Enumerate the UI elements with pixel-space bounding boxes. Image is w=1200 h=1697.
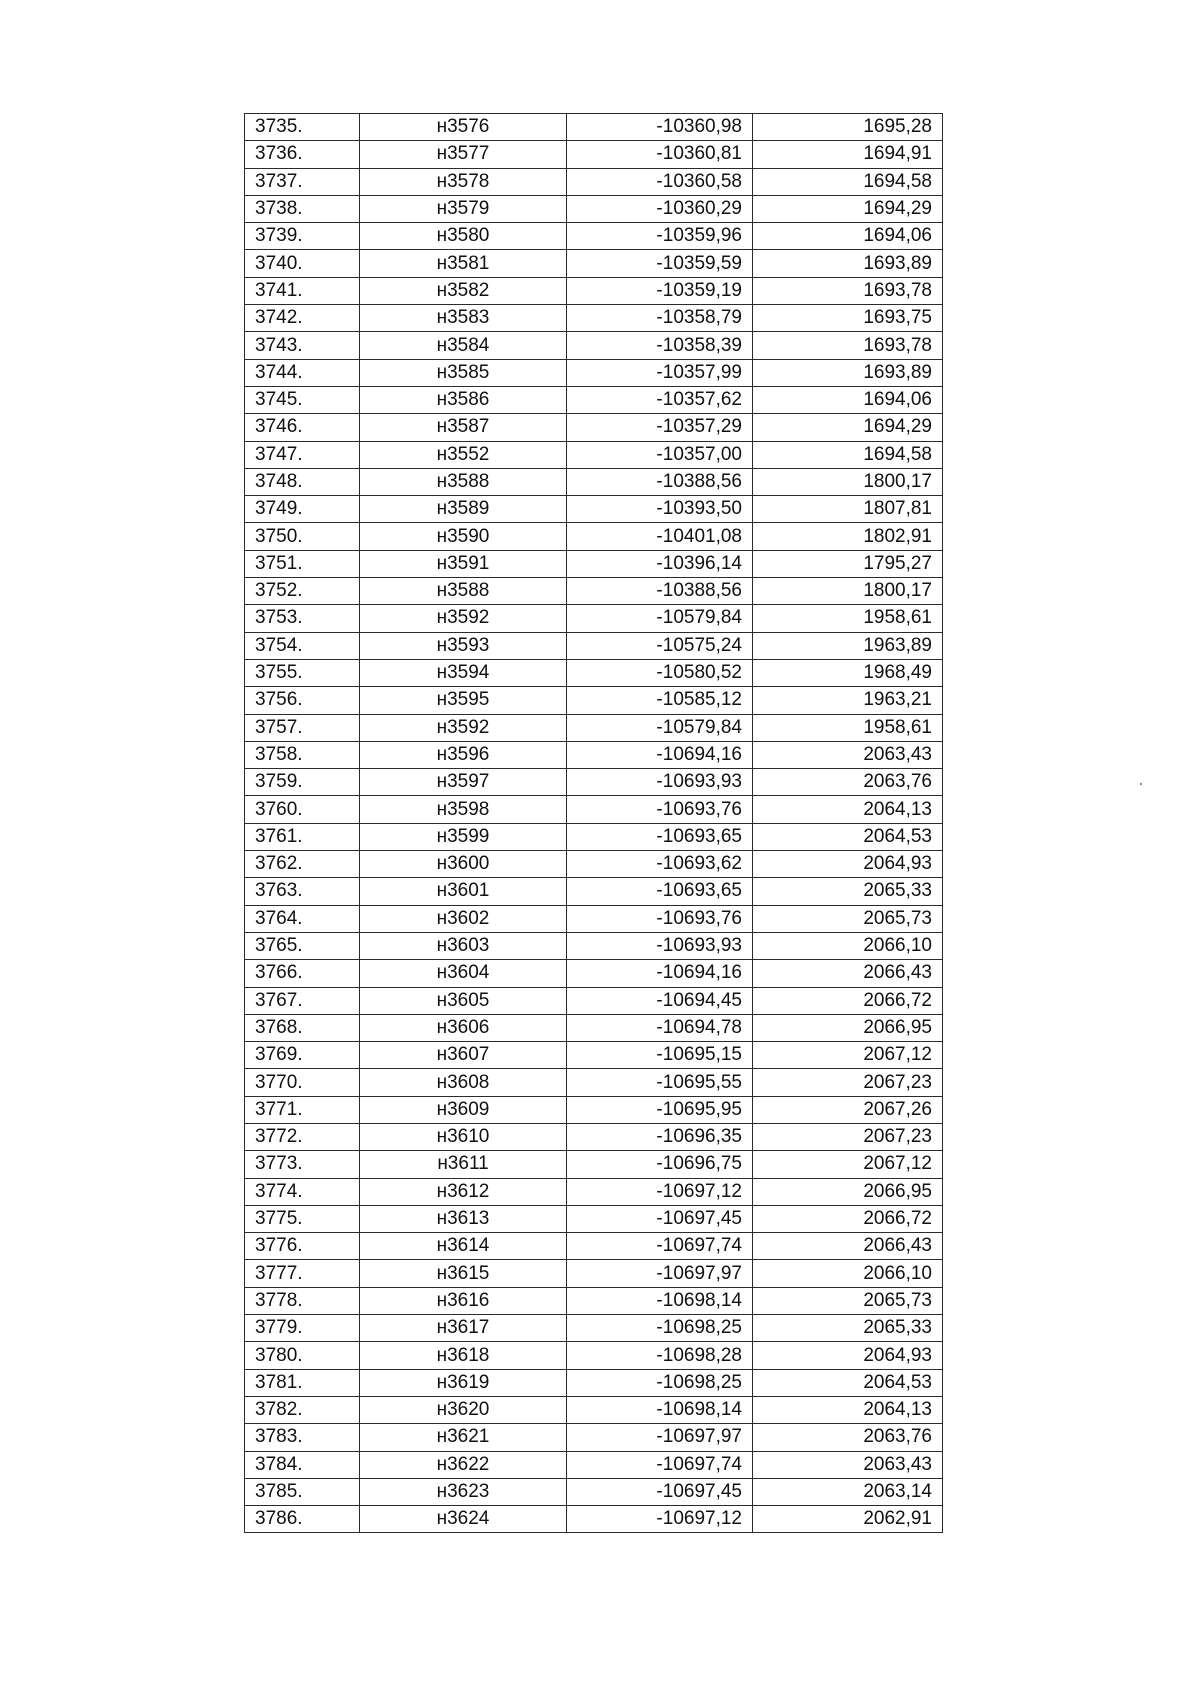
y-coordinate-cell: 1694,29 (753, 195, 943, 222)
row-number-cell: 3765. (245, 932, 360, 959)
table-row (245, 1014, 943, 1041)
point-name-cell: н3596 (360, 741, 567, 768)
x-coordinate-cell: -10401,08 (567, 523, 753, 550)
x-coordinate-cell: -10393,50 (567, 496, 753, 523)
x-coordinate-cell: -10357,29 (567, 414, 753, 441)
table-row (245, 277, 943, 304)
point-name-cell: н3552 (360, 441, 567, 468)
point-name-cell: н3616 (360, 1287, 567, 1314)
table-row (245, 851, 943, 878)
table-row (245, 714, 943, 741)
x-coordinate-cell: -10358,79 (567, 305, 753, 332)
table-row (245, 1396, 943, 1423)
point-name-cell: н3584 (360, 332, 567, 359)
row-number-cell: 3775. (245, 1205, 360, 1232)
point-name-cell: н3623 (360, 1478, 567, 1505)
point-name-cell: н3608 (360, 1069, 567, 1096)
y-coordinate-cell: 1693,78 (753, 332, 943, 359)
table-row (245, 687, 943, 714)
x-coordinate-cell: -10697,45 (567, 1478, 753, 1505)
point-name-cell: н3601 (360, 878, 567, 905)
table-row (245, 1096, 943, 1123)
y-coordinate-cell: 1694,29 (753, 414, 943, 441)
row-number-cell: 3767. (245, 987, 360, 1014)
point-name-cell: н3592 (360, 714, 567, 741)
table-row (245, 1369, 943, 1396)
point-name-cell: н3602 (360, 905, 567, 932)
table-row (245, 1424, 943, 1451)
point-name-cell: н3586 (360, 386, 567, 413)
y-coordinate-cell: 2065,33 (753, 1315, 943, 1342)
x-coordinate-cell: -10358,39 (567, 332, 753, 359)
x-coordinate-cell: -10359,19 (567, 277, 753, 304)
point-name-cell: н3622 (360, 1451, 567, 1478)
y-coordinate-cell: 1958,61 (753, 714, 943, 741)
row-number-cell: 3750. (245, 523, 360, 550)
y-coordinate-cell: 1693,75 (753, 305, 943, 332)
point-name-cell: н3578 (360, 168, 567, 195)
table-row (245, 905, 943, 932)
table-row (245, 741, 943, 768)
point-name-cell: н3581 (360, 250, 567, 277)
table-row (245, 1069, 943, 1096)
point-name-cell: н3595 (360, 687, 567, 714)
point-name-cell: н3617 (360, 1315, 567, 1342)
point-name-cell: н3583 (360, 305, 567, 332)
x-coordinate-cell: -10696,75 (567, 1151, 753, 1178)
table-row (245, 441, 943, 468)
table-row (245, 1315, 943, 1342)
row-number-cell: 3776. (245, 1233, 360, 1260)
table-row (245, 1287, 943, 1314)
row-number-cell: 3770. (245, 1069, 360, 1096)
row-number-cell: 3743. (245, 332, 360, 359)
x-coordinate-cell: -10694,78 (567, 1014, 753, 1041)
x-coordinate-cell: -10694,45 (567, 987, 753, 1014)
table-row (245, 769, 943, 796)
table-row (245, 359, 943, 386)
point-name-cell: н3618 (360, 1342, 567, 1369)
row-number-cell: 3756. (245, 687, 360, 714)
y-coordinate-cell: 1968,49 (753, 659, 943, 686)
y-coordinate-cell: 2066,10 (753, 932, 943, 959)
x-coordinate-cell: -10693,93 (567, 769, 753, 796)
row-number-cell: 3751. (245, 550, 360, 577)
table-row (245, 1506, 943, 1533)
table-row (245, 141, 943, 168)
y-coordinate-cell: 2066,95 (753, 1014, 943, 1041)
y-coordinate-cell: 2067,12 (753, 1042, 943, 1069)
table-row (245, 523, 943, 550)
x-coordinate-cell: -10693,65 (567, 823, 753, 850)
row-number-cell: 3746. (245, 414, 360, 441)
y-coordinate-cell: 1802,91 (753, 523, 943, 550)
x-coordinate-cell: -10693,65 (567, 878, 753, 905)
y-coordinate-cell: 2064,53 (753, 823, 943, 850)
y-coordinate-cell: 1694,58 (753, 441, 943, 468)
table-row (245, 468, 943, 495)
y-coordinate-cell: 2066,95 (753, 1178, 943, 1205)
row-number-cell: 3759. (245, 769, 360, 796)
y-coordinate-cell: 2066,10 (753, 1260, 943, 1287)
y-coordinate-cell: 1694,91 (753, 141, 943, 168)
x-coordinate-cell: -10580,52 (567, 659, 753, 686)
table-row (245, 1151, 943, 1178)
table-row (245, 386, 943, 413)
row-number-cell: 3754. (245, 632, 360, 659)
y-coordinate-cell: 2066,72 (753, 987, 943, 1014)
table-row (245, 305, 943, 332)
row-number-cell: 3742. (245, 305, 360, 332)
table-row (245, 578, 943, 605)
y-coordinate-cell: 1800,17 (753, 468, 943, 495)
table-row (245, 659, 943, 686)
point-name-cell: н3582 (360, 277, 567, 304)
table-row (245, 1233, 943, 1260)
table-row (245, 250, 943, 277)
row-number-cell: 3769. (245, 1042, 360, 1069)
point-name-cell: н3590 (360, 523, 567, 550)
point-name-cell: н3580 (360, 223, 567, 250)
point-name-cell: н3624 (360, 1506, 567, 1533)
table-row (245, 332, 943, 359)
x-coordinate-cell: -10360,98 (567, 114, 753, 141)
table-row (245, 1205, 943, 1232)
y-coordinate-cell: 1694,06 (753, 386, 943, 413)
x-coordinate-cell: -10697,45 (567, 1205, 753, 1232)
row-number-cell: 3739. (245, 223, 360, 250)
x-coordinate-cell: -10359,59 (567, 250, 753, 277)
x-coordinate-cell: -10396,14 (567, 550, 753, 577)
x-coordinate-cell: -10698,25 (567, 1315, 753, 1342)
y-coordinate-cell: 1963,89 (753, 632, 943, 659)
y-coordinate-cell: 2067,23 (753, 1123, 943, 1150)
point-name-cell: н3609 (360, 1096, 567, 1123)
y-coordinate-cell: 2064,93 (753, 851, 943, 878)
point-name-cell: н3606 (360, 1014, 567, 1041)
table-row (245, 496, 943, 523)
y-coordinate-cell: 2063,76 (753, 769, 943, 796)
row-number-cell: 3755. (245, 659, 360, 686)
row-number-cell: 3745. (245, 386, 360, 413)
row-number-cell: 3735. (245, 114, 360, 141)
row-number-cell: 3764. (245, 905, 360, 932)
row-number-cell: 3753. (245, 605, 360, 632)
y-coordinate-cell: 1807,81 (753, 496, 943, 523)
y-coordinate-cell: 2062,91 (753, 1506, 943, 1533)
y-coordinate-cell: 2063,43 (753, 741, 943, 768)
x-coordinate-cell: -10697,12 (567, 1178, 753, 1205)
x-coordinate-cell: -10697,74 (567, 1233, 753, 1260)
y-coordinate-cell: 1695,28 (753, 114, 943, 141)
table-row (245, 1260, 943, 1287)
row-number-cell: 3782. (245, 1396, 360, 1423)
point-name-cell: н3599 (360, 823, 567, 850)
x-coordinate-cell: -10693,76 (567, 796, 753, 823)
x-coordinate-cell: -10359,96 (567, 223, 753, 250)
point-name-cell: н3619 (360, 1369, 567, 1396)
row-number-cell: 3748. (245, 468, 360, 495)
point-name-cell: н3600 (360, 851, 567, 878)
x-coordinate-cell: -10698,28 (567, 1342, 753, 1369)
table-row (245, 932, 943, 959)
x-coordinate-cell: -10579,84 (567, 714, 753, 741)
x-coordinate-cell: -10579,84 (567, 605, 753, 632)
row-number-cell: 3778. (245, 1287, 360, 1314)
table-row (245, 823, 943, 850)
x-coordinate-cell: -10360,81 (567, 141, 753, 168)
point-name-cell: н3615 (360, 1260, 567, 1287)
row-number-cell: 3763. (245, 878, 360, 905)
x-coordinate-cell: -10357,99 (567, 359, 753, 386)
x-coordinate-cell: -10388,56 (567, 578, 753, 605)
row-number-cell: 3772. (245, 1123, 360, 1150)
point-name-cell: н3604 (360, 960, 567, 987)
point-name-cell: н3594 (360, 659, 567, 686)
row-number-cell: 3781. (245, 1369, 360, 1396)
x-coordinate-cell: -10694,16 (567, 741, 753, 768)
point-name-cell: н3585 (360, 359, 567, 386)
point-name-cell: н3591 (360, 550, 567, 577)
point-name-cell: н3579 (360, 195, 567, 222)
row-number-cell: 3784. (245, 1451, 360, 1478)
y-coordinate-cell: 1963,21 (753, 687, 943, 714)
y-coordinate-cell: 2067,26 (753, 1096, 943, 1123)
point-name-cell: н3611 (360, 1151, 567, 1178)
point-name-cell: н3598 (360, 796, 567, 823)
row-number-cell: 3766. (245, 960, 360, 987)
row-number-cell: 3757. (245, 714, 360, 741)
point-name-cell: н3614 (360, 1233, 567, 1260)
row-number-cell: 3779. (245, 1315, 360, 1342)
y-coordinate-cell: 2067,23 (753, 1069, 943, 1096)
x-coordinate-cell: -10694,16 (567, 960, 753, 987)
row-number-cell: 3747. (245, 441, 360, 468)
x-coordinate-cell: -10357,00 (567, 441, 753, 468)
point-name-cell: н3620 (360, 1396, 567, 1423)
point-name-cell: н3613 (360, 1205, 567, 1232)
coordinates-table (244, 113, 943, 1533)
table-row (245, 1478, 943, 1505)
point-name-cell: н3588 (360, 468, 567, 495)
y-coordinate-cell: 1958,61 (753, 605, 943, 632)
point-name-cell: н3577 (360, 141, 567, 168)
table-row (245, 605, 943, 632)
table-row (245, 987, 943, 1014)
table-row (245, 223, 943, 250)
point-name-cell: н3605 (360, 987, 567, 1014)
coordinates-table-body (245, 114, 943, 1533)
x-coordinate-cell: -10697,97 (567, 1424, 753, 1451)
y-coordinate-cell: 1795,27 (753, 550, 943, 577)
row-number-cell: 3773. (245, 1151, 360, 1178)
y-coordinate-cell: 2064,13 (753, 796, 943, 823)
y-coordinate-cell: 2066,43 (753, 1233, 943, 1260)
x-coordinate-cell: -10693,93 (567, 932, 753, 959)
row-number-cell: 3768. (245, 1014, 360, 1041)
row-number-cell: 3786. (245, 1506, 360, 1533)
x-coordinate-cell: -10697,74 (567, 1451, 753, 1478)
y-coordinate-cell: 1800,17 (753, 578, 943, 605)
x-coordinate-cell: -10585,12 (567, 687, 753, 714)
row-number-cell: 3737. (245, 168, 360, 195)
x-coordinate-cell: -10696,35 (567, 1123, 753, 1150)
y-coordinate-cell: 2066,72 (753, 1205, 943, 1232)
point-name-cell: н3589 (360, 496, 567, 523)
row-number-cell: 3762. (245, 851, 360, 878)
row-number-cell: 3771. (245, 1096, 360, 1123)
x-coordinate-cell: -10697,97 (567, 1260, 753, 1287)
table-row (245, 878, 943, 905)
scan-speck (1140, 783, 1142, 785)
x-coordinate-cell: -10575,24 (567, 632, 753, 659)
y-coordinate-cell: 1693,89 (753, 359, 943, 386)
y-coordinate-cell: 2064,13 (753, 1396, 943, 1423)
row-number-cell: 3761. (245, 823, 360, 850)
y-coordinate-cell: 1693,89 (753, 250, 943, 277)
y-coordinate-cell: 2065,73 (753, 905, 943, 932)
x-coordinate-cell: -10360,58 (567, 168, 753, 195)
row-number-cell: 3780. (245, 1342, 360, 1369)
y-coordinate-cell: 2064,93 (753, 1342, 943, 1369)
table-row (245, 796, 943, 823)
point-name-cell: н3597 (360, 769, 567, 796)
x-coordinate-cell: -10357,62 (567, 386, 753, 413)
x-coordinate-cell: -10695,95 (567, 1096, 753, 1123)
row-number-cell: 3785. (245, 1478, 360, 1505)
point-name-cell: н3593 (360, 632, 567, 659)
y-coordinate-cell: 2064,53 (753, 1369, 943, 1396)
row-number-cell: 3736. (245, 141, 360, 168)
table-row (245, 1123, 943, 1150)
x-coordinate-cell: -10697,12 (567, 1506, 753, 1533)
table-row (245, 1178, 943, 1205)
table-row (245, 414, 943, 441)
row-number-cell: 3752. (245, 578, 360, 605)
row-number-cell: 3760. (245, 796, 360, 823)
point-name-cell: н3603 (360, 932, 567, 959)
table-row (245, 1042, 943, 1069)
x-coordinate-cell: -10698,14 (567, 1287, 753, 1314)
row-number-cell: 3774. (245, 1178, 360, 1205)
table-row (245, 550, 943, 577)
x-coordinate-cell: -10360,29 (567, 195, 753, 222)
y-coordinate-cell: 2065,73 (753, 1287, 943, 1314)
table-row (245, 1342, 943, 1369)
point-name-cell: н3610 (360, 1123, 567, 1150)
point-name-cell: н3587 (360, 414, 567, 441)
row-number-cell: 3740. (245, 250, 360, 277)
x-coordinate-cell: -10693,76 (567, 905, 753, 932)
point-name-cell: н3592 (360, 605, 567, 632)
table-row (245, 632, 943, 659)
row-number-cell: 3783. (245, 1424, 360, 1451)
y-coordinate-cell: 1694,06 (753, 223, 943, 250)
x-coordinate-cell: -10388,56 (567, 468, 753, 495)
y-coordinate-cell: 2067,12 (753, 1151, 943, 1178)
row-number-cell: 3744. (245, 359, 360, 386)
table-row (245, 195, 943, 222)
row-number-cell: 3741. (245, 277, 360, 304)
x-coordinate-cell: -10698,14 (567, 1396, 753, 1423)
point-name-cell: н3612 (360, 1178, 567, 1205)
y-coordinate-cell: 2065,33 (753, 878, 943, 905)
row-number-cell: 3777. (245, 1260, 360, 1287)
table-row (245, 168, 943, 195)
x-coordinate-cell: -10698,25 (567, 1369, 753, 1396)
y-coordinate-cell: 1694,58 (753, 168, 943, 195)
y-coordinate-cell: 2063,76 (753, 1424, 943, 1451)
table-row (245, 114, 943, 141)
point-name-cell: н3576 (360, 114, 567, 141)
point-name-cell: н3607 (360, 1042, 567, 1069)
y-coordinate-cell: 2066,43 (753, 960, 943, 987)
y-coordinate-cell: 2063,14 (753, 1478, 943, 1505)
x-coordinate-cell: -10695,55 (567, 1069, 753, 1096)
row-number-cell: 3749. (245, 496, 360, 523)
point-name-cell: н3588 (360, 578, 567, 605)
y-coordinate-cell: 2063,43 (753, 1451, 943, 1478)
point-name-cell: н3621 (360, 1424, 567, 1451)
row-number-cell: 3738. (245, 195, 360, 222)
x-coordinate-cell: -10695,15 (567, 1042, 753, 1069)
table-row (245, 960, 943, 987)
row-number-cell: 3758. (245, 741, 360, 768)
y-coordinate-cell: 1693,78 (753, 277, 943, 304)
table-row (245, 1451, 943, 1478)
x-coordinate-cell: -10693,62 (567, 851, 753, 878)
